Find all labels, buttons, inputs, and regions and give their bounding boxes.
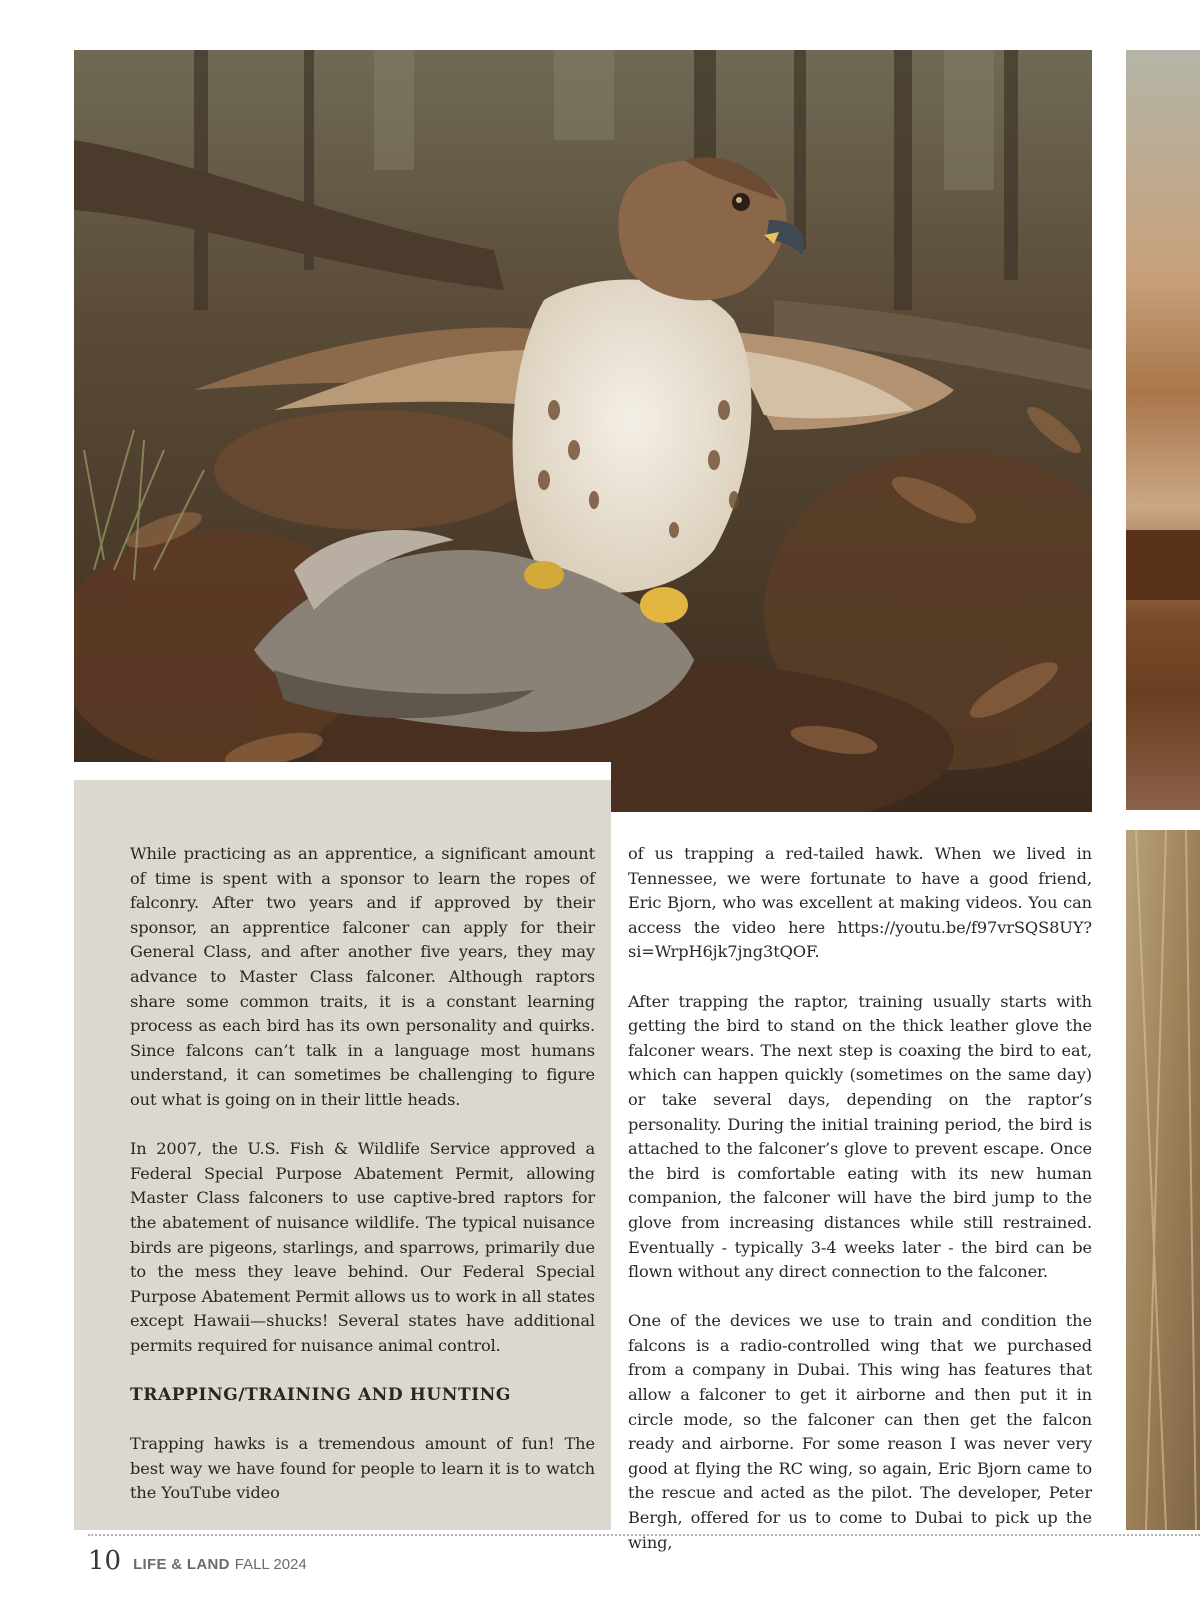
side-photo-bottom-illustration — [1126, 830, 1200, 1530]
footer-rule — [88, 1534, 1200, 1536]
paragraph-rc-wing: One of the devices we use to train and condition the falcons is a radio-controlled wing that we purchased from a company in Dubai. This wing has features that allow a falconer to get it airborne and then put it in circle mode, so the falconer can then get the falcon ready and airborne. For some reason I was never very good at flying the RC wing, so again, Eric Bjorn came to the rescue and acted as the pilot. The developer, Peter Bergh, offered for us to come to Dubai to pick up the wing, — [628, 1311, 1092, 1552]
hawk-photo — [74, 50, 1092, 812]
page-footer — [88, 1546, 307, 1582]
hawk-photo-illustration — [74, 50, 1092, 812]
side-photo-top-illustration — [1126, 50, 1200, 810]
side-photo-bottom — [1126, 830, 1200, 1530]
article-column-right — [628, 842, 1092, 1580]
paragraph-training: After trapping the raptor, training usually starts with getting the bird to stand on the thick leather glove the falconer wears. The next step is coaxing the bird to eat, which can happen quickly (sometimes on the same day) or take several days, depending on the raptor’s personality. During the initial training period, the bird is attached to the falconer’s glove to prevent escape. Once the bird is comfortable eating with its new human companion, the falconer will have the bird jump to the glove from increasing distances while still restrained. Eventually - typically 3-4 weeks later - the bird can be flown without any direct connection to the falconer. — [628, 991, 1092, 1282]
article-column-left — [130, 842, 595, 1531]
page-number: 10 — [88, 1546, 122, 1576]
paragraph-video: of us trapping a red-tailed hawk. When we lived in Tennessee, we were fortunate to have a good friend, Eric Bjorn, who was excellent at making videos. You can access the video here https://youtu.be/f97vrSQS8UY?si=WrpH6jk7jng3tQOF. — [628, 844, 1092, 962]
paragraph-trapping: Trapping hawks is a tremendous amount of fun! The best way we have found for people to learn it is to watch the YouTube video — [130, 1434, 595, 1503]
paragraph-abatement-permit: In 2007, the U.S. Fish & Wildlife Service approved a Federal Special Purpose Abatement Permit, allowing Master Class falconers to use captive-bred raptors for the abatement of nuisance wildlife. The typical nuisance birds are pigeons, starlings, and sparrows, primarily due to the mess they leave behind. Our Federal Special Purpose Abatement Permit allows us to work in all states except Hawaii—shucks! Several states have additional permits required for nuisance animal control. — [130, 1139, 595, 1355]
section-heading: TRAPPING/TRAINING AND HUNTING — [130, 1385, 512, 1406]
magazine-name: LIFE & LAND — [133, 1556, 230, 1573]
issue-label: FALL 2024 — [234, 1556, 307, 1573]
side-photo-top — [1126, 50, 1200, 810]
paragraph-apprentice: While practicing as an apprentice, a significant amount of time is spent with a sponsor to learn the ropes of falconry. After two years and if approved by their sponsor, an apprentice falconer can apply for their General Class, and after another five years, they may advance to Master Class falconer. Although raptors share some common traits, it is a constant learning process as each bird has its own personality and quirks. Since falcons can’t talk in a language most humans understand, it can sometimes be challenging to figure out what is going on in their little heads. — [130, 844, 595, 1109]
